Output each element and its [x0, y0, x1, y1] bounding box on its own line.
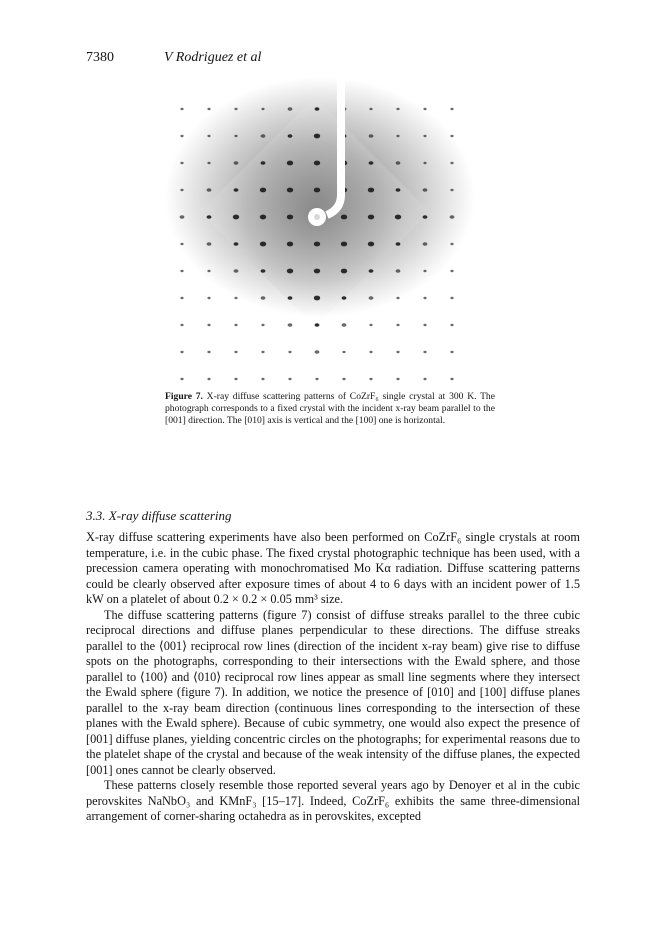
paragraph-2: The diffuse scattering patterns (figure 7) consist of diffuse streaks parallel to the three cubic reciprocal directions and diffuse planes perpendicular to these directions. The diffuse streaks parallel to the ⟨001⟩ reciprocal row lines (direction of the incident x-ray beam) give rise to diffuse spots on the photographs, corresponding to their intersections with the Ewald sphere, and those parallel to ⟨100⟩ and ⟨010⟩ reciprocal row lines appear as small line segments where they intersect the Ewald sphere (figure 7). In addition, we notice the presence of [010] and [100] diffuse planes parallel to the x-ray beam direction (continuous lines corresponding to the intersection of these planes with the Ewald sphere). Because of cubic symmetry, one would also expect the presence of [001] diffuse planes, yielding concentric circles on the photographs; for experimental reasons due to the platelet shape of the crystal and because of the weak intensity of the diffuse planes, the expected [001] ones cannot be clearly observed.	[86, 607, 580, 777]
figure-label: Figure 7.	[165, 391, 203, 402]
running-author: V Rodriguez et al	[164, 50, 262, 65]
figure-caption-text: X-ray diffuse scattering patterns of CoZrF₆ single crystal at 300 K. The photograph corresponds to a fixed crystal with the incident x-ray beam parallel to the [001] direction. The [010] axis is vertical and the [100] one is horizontal.	[165, 391, 495, 426]
page-number: 7380	[86, 50, 114, 65]
diffraction-photograph	[165, 77, 475, 389]
figure-caption	[165, 391, 495, 427]
paragraph-3: These patterns closely resemble those reported several years ago by Denoyer et al in the cubic perovskites NaNbO₃ and KMnF₃ [15–17]. Indeed, CoZrF₆ exhibits the same three-dimensional arrangement of corner-sharing octahedra as in perovskites, excepted	[86, 778, 580, 823]
section-number: 3.3.	[86, 508, 106, 523]
body-text	[86, 530, 580, 825]
paragraph-1: X-ray diffuse scattering experiments have also been performed on CoZrF₆ single crystals at room temperature, i.e. in the cubic phase. The fixed crystal photographic technique has been used, with a precession camera operating with monochromatised Mo Kα radiation. Diffuse scattering patterns could be clearly observed after exposure times of about 4 to 6 days with an incident power of 1.5 kW on a platelet of about 0.2 × 0.2 × 0.05 mm³ size.	[86, 530, 580, 606]
diffraction-pattern-image	[165, 77, 475, 389]
section-heading	[86, 508, 232, 524]
section-title: X-ray diffuse scattering	[108, 508, 232, 523]
running-header	[86, 50, 586, 70]
